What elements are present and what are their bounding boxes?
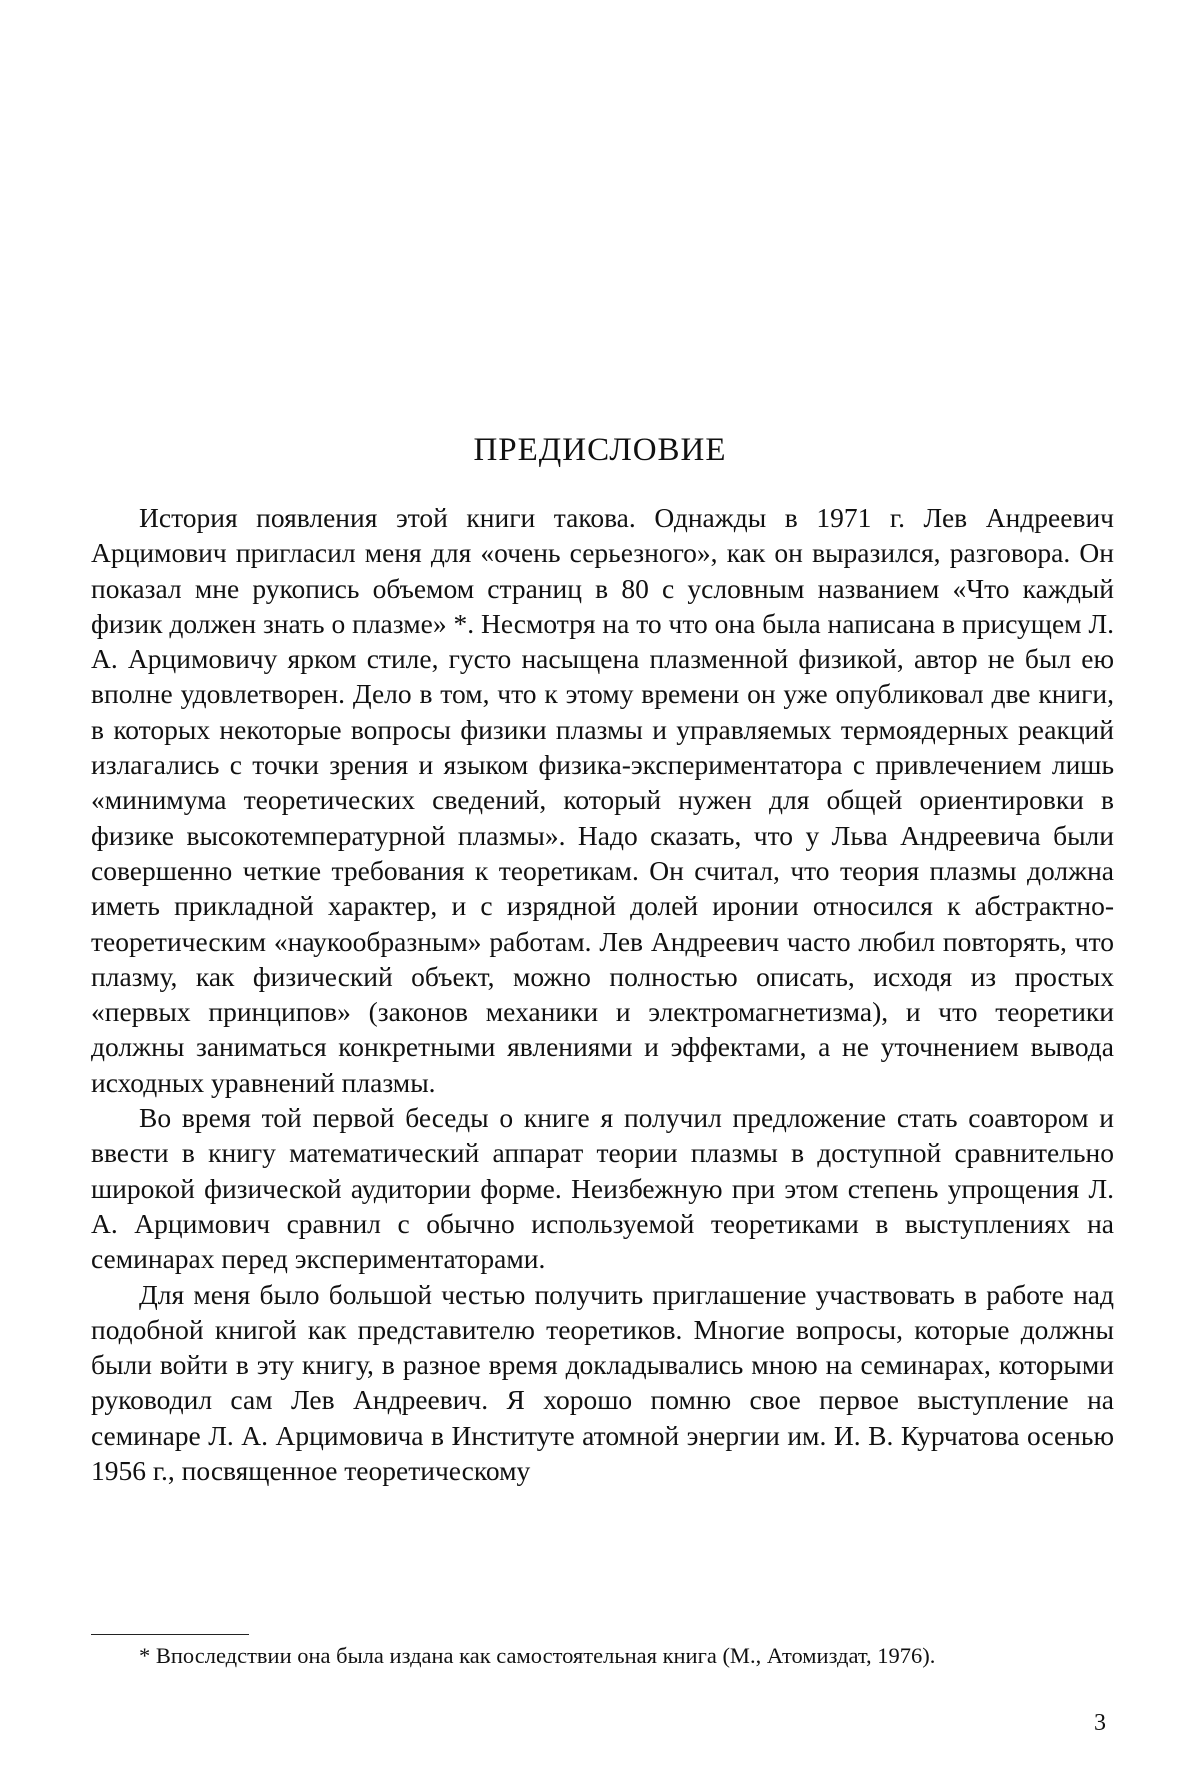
- footnote: * Впоследствии она была издана как самостоятельная книга (М., Атомиздат, 1976).: [91, 1640, 1114, 1672]
- book-page: [0, 0, 1200, 1770]
- paragraph-2: Во время той первой беседы о книге я получил предложение стать соавтором и ввести в книгу математический аппарат теории плазмы в доступной сравнительно широкой физической аудитории форме. Неизбежную при этом степень упрощения Л. А. Арцимович сравнил с обычно используемой теоретиками в выступлениях на семинарах перед экспериментаторами.: [91, 1100, 1114, 1276]
- paragraph-3: Для меня было большой честью получить приглашение участвовать в работе над подобной книгой как представителю теоретиков. Многие вопросы, которые должны были войти в эту книгу, в разное время докладывались мною на семинарах, которыми руководил сам Лев Андреевич. Я хорошо помню свое первое выступление на семинаре Л. А. Арцимовича в Институте атомной энергии им. И. В. Курчатова осенью 1956 г., посвященное теоретическому: [91, 1277, 1114, 1489]
- paragraph-1: История появления этой книги такова. Однажды в 1971 г. Лев Андреевич Арцимович пригласил меня для «очень серьезного», как он выразился, разговора. Он показал мне рукопись объемом страниц в 80 с условным названием «Что каждый физик должен знать о плазме» *. Несмотря на то что она была написана в присущем Л. А. Арцимовичу ярком стиле, густо насыщена плазменной физикой, автор не был ею вполне удовлетворен. Дело в том, что к этому времени он уже опубликовал две книги, в которых некоторые вопросы физики плазмы и управляемых термоядерных реакций излагались с точки зрения и языком физика-экспериментатора с привлечением лишь «минимума теоретических сведений, который нужен для общей ориентировки в физике высокотемпературной плазмы». Надо сказать, что у Льва Андреевича были совершенно четкие требования к теоретикам. Он считал, что теория плазмы должна иметь прикладной характер, и с изрядной долей иронии относился к абстрактно-теоретическим «наукообразным» работам. Лев Андреевич часто любил повторять, что плазму, как физический объект, можно полностью описать, исходя из простых «первых принципов» (законов механики и электромагнетизма), и что теоретики должны заниматься конкретными явлениями и эффектами, а не уточнением вывода исходных уравнений плазмы.: [91, 500, 1114, 1100]
- footnote-divider: [91, 1634, 249, 1635]
- body-text: [91, 500, 1114, 1488]
- page-number: 3: [1094, 1710, 1106, 1737]
- page-title: ПРЕДИСЛОВИЕ: [0, 432, 1200, 469]
